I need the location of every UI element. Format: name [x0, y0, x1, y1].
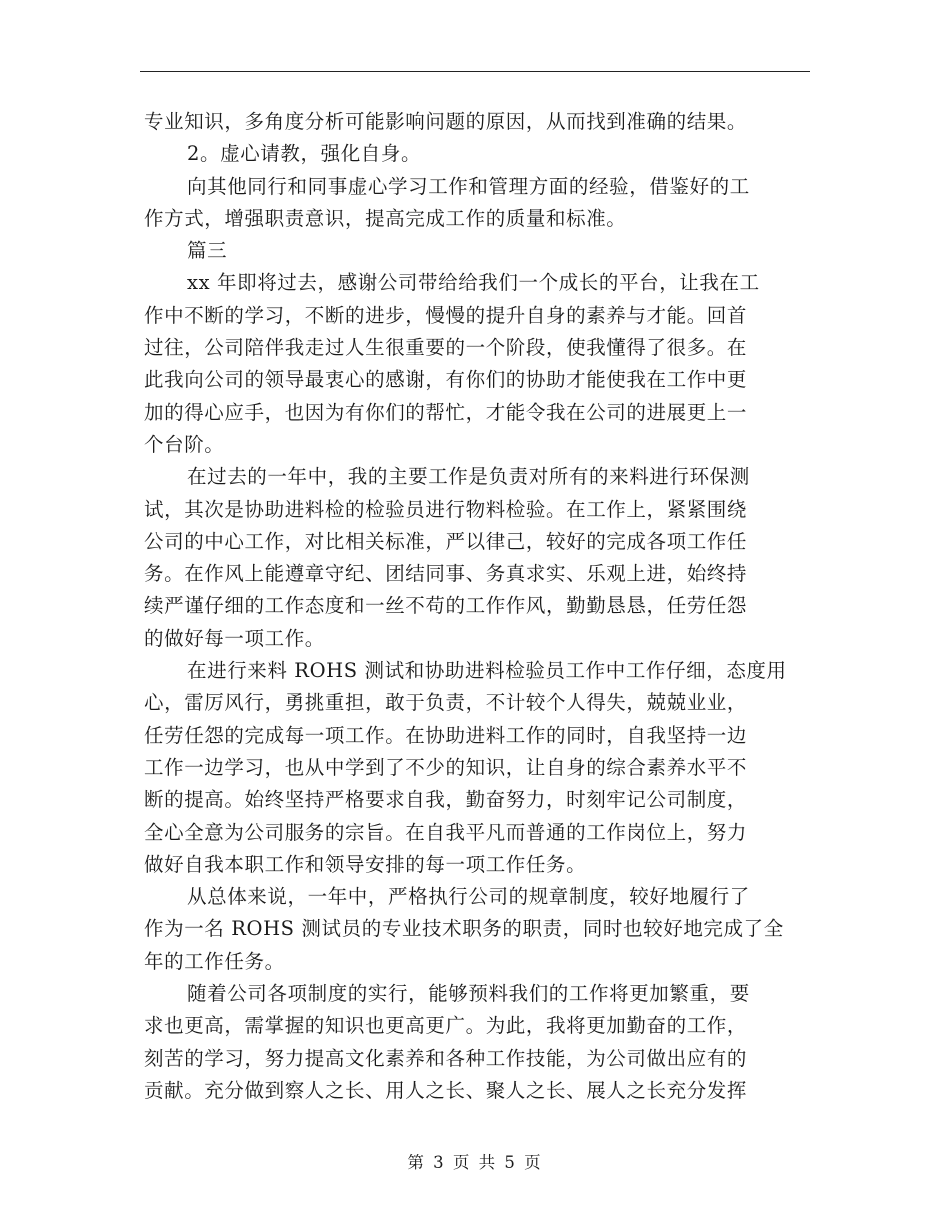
text-line: 刻苦的学习，努力提高文化素养和各种工作技能，为公司做出应有的	[144, 1046, 748, 1070]
text-line: 专业知识，多角度分析可能影响问题的原因，从而找到准确的结果。	[144, 110, 748, 133]
text-line: 贡献。充分做到察人之长、用人之长、聚人之长、展人之长充分发挥	[144, 1078, 748, 1102]
text-line: 2。虚心请教，强化自身。	[187, 142, 422, 166]
section-heading: 篇三	[187, 239, 228, 263]
text-line: 续严谨仔细的工作态度和一丝不苟的工作作风，勤勤恳恳，任劳任怨	[144, 594, 748, 618]
text-line: 求也更高，需掌握的知识也更高更广。为此，我将更加勤奋的工作，	[144, 1014, 748, 1038]
text-line: 全心全意为公司服务的宗旨。在自我平凡而普通的工作岗位上，努力	[144, 820, 748, 844]
paragraph-start: 在进行来料 ROHS 测试和协助进料检验员工作中工作仔细，态度用	[187, 659, 787, 683]
paragraph-start: 从总体来说，一年中，严格执行公司的规章制度，较好地履行了	[187, 885, 750, 909]
text-line: 作为一名 ROHS 测试员的专业技术职务的职责，同时也较好地完成了全	[144, 917, 784, 941]
text-line: 此我向公司的领导最衷心的感谢，有你们的协助才能使我在工作中更	[144, 368, 748, 392]
text-line: 做好自我本职工作和领导安排的每一项工作任务。	[144, 852, 587, 876]
text-line: 作中不断的学习，不断的进步，慢慢的提升自身的素养与才能。回首	[144, 303, 748, 327]
page-number: 第 3 页 共 5 页	[407, 1153, 543, 1172]
paragraph-start: 在过去的一年中，我的主要工作是负责对所有的来料进行环保测	[187, 465, 750, 489]
document-body	[144, 106, 810, 1107]
paragraph-start: 随着公司各项制度的实行，能够预料我们的工作将更加繁重，要	[187, 982, 750, 1006]
text-line: 加的得心应手，也因为有你们的帮忙，才能令我在公司的进展更上一	[144, 400, 748, 424]
paragraph-start: 向其他同行和同事虚心学习工作和管理方面的经验，借鉴好的工	[187, 174, 750, 198]
text-line: 过往，公司陪伴我走过人生很重要的一个阶段，使我懂得了很多。在	[144, 336, 748, 360]
text-line: 断的提高。始终坚持严格要求自我，勤奋努力，时刻牢记公司制度，	[144, 788, 748, 812]
text-line: 个台阶。	[144, 432, 225, 456]
text-line: 年的工作任务。	[144, 949, 285, 973]
text-line: 试，其次是协助进料检的检验员进行物料检验。在工作上，紧紧围绕	[144, 497, 748, 521]
text-line: 务。在作风上能遵章守纪、团结同事、务真求实、乐观上进，始终持	[144, 562, 748, 586]
header-rule	[140, 71, 810, 72]
paragraph-start: xx 年即将过去，感谢公司带给给我们一个成长的平台，让我在工	[187, 271, 760, 295]
text-line: 的做好每一项工作。	[144, 626, 325, 650]
text-line: 任劳任怨的完成每一项工作。在协助进料工作的同时，自我坚持一边	[144, 723, 748, 747]
text-line: 工作一边学习，也从中学到了不少的知识，让自身的综合素养水平不	[144, 755, 748, 779]
text-line: 公司的中心工作，对比相关标准，严以律己，较好的完成各项工作任	[144, 529, 748, 553]
text-line: 心，雷厉风行，勇挑重担，敢于负责，不计较个人得失，兢兢业业，	[144, 691, 748, 715]
text-line: 作方式，增强职责意识，提高完成工作的质量和标准。	[144, 206, 627, 230]
